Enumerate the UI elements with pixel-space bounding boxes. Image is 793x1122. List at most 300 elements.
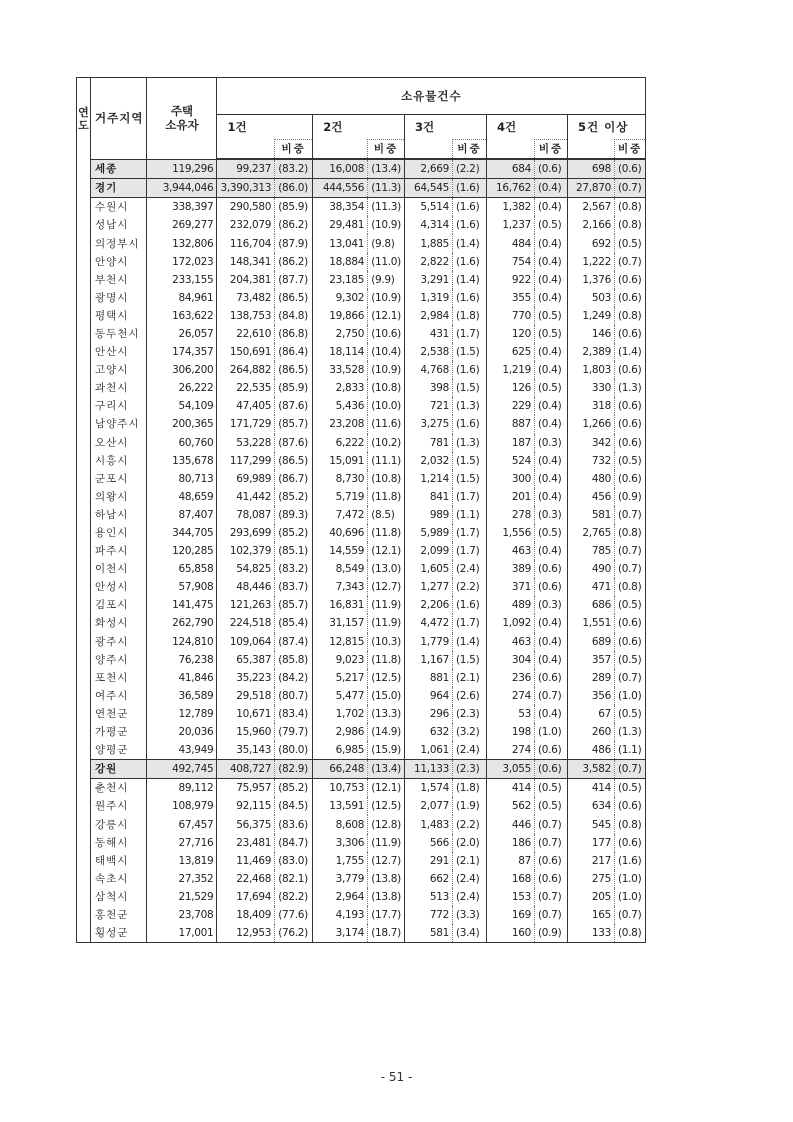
share-2-cell: (11.1)	[368, 452, 405, 470]
count-1-cell: 204,381	[229, 273, 272, 286]
share-3-cell: (1.5)	[452, 452, 486, 470]
share-2-header: 비중	[368, 140, 405, 160]
owners-cell: 67,457	[147, 815, 217, 833]
share-5plus-cell: (0.7)	[614, 253, 645, 271]
share-4-cell: (0.7)	[534, 834, 567, 852]
count-1-cell: 78,087	[236, 508, 272, 521]
share-3-cell: (1.6)	[452, 198, 486, 217]
year-cell	[77, 815, 91, 833]
share-2-cell: (14.9)	[368, 723, 405, 741]
year-cell	[77, 834, 91, 852]
count-3-cell: 1,574	[420, 782, 449, 795]
count-3-cell: 1,483	[420, 818, 449, 831]
count-4-cell: 446	[511, 818, 531, 831]
count-3-cell: 296	[429, 707, 449, 720]
table-row	[77, 452, 646, 470]
share-3-header: 비중	[452, 140, 486, 160]
region-cell: 삼척시	[91, 888, 147, 906]
count-2-cell: 4,193	[335, 908, 365, 921]
region-cell: 군포시	[91, 470, 147, 488]
year-cell	[77, 325, 91, 343]
count-1-cell: 109,064	[229, 635, 272, 648]
share-5plus-cell: (0.6)	[614, 361, 645, 379]
count-4-cell: 278	[511, 508, 531, 521]
count-4-cell: 1,092	[502, 617, 531, 630]
count-5plus-cell: 692	[591, 237, 611, 250]
year-cell	[77, 361, 91, 379]
region-cell: 파주시	[91, 542, 147, 560]
count-4-cell: 236	[511, 671, 531, 684]
owners-cell: 41,846	[147, 669, 217, 687]
owners-cell: 23,708	[147, 906, 217, 924]
share-4-cell: (0.4)	[534, 705, 567, 723]
owners-cell: 80,713	[147, 470, 217, 488]
region-cell: 광명시	[91, 289, 147, 307]
share-3-cell: (1.5)	[452, 343, 486, 361]
share-1-cell: (83.2)	[275, 560, 313, 578]
share-5plus-cell: (0.8)	[614, 524, 645, 542]
year-cell	[77, 198, 91, 217]
share-2-cell: (17.7)	[368, 906, 405, 924]
share-5plus-cell: (1.3)	[614, 379, 645, 397]
share-4-cell: (0.4)	[534, 470, 567, 488]
count-4-cell: 186	[511, 836, 531, 849]
count-4-cell: 53	[518, 707, 531, 720]
count-3-cell: 3,275	[420, 418, 449, 431]
count-2-cell: 18,884	[329, 255, 365, 268]
year-cell	[77, 159, 91, 179]
count-4-cell: 198	[511, 726, 531, 739]
count-1-cell: 35,143	[236, 744, 272, 757]
owners-cell: 135,678	[147, 452, 217, 470]
year-cell	[77, 289, 91, 307]
count-1-cell: 121,263	[229, 599, 272, 612]
share-1-cell: (86.5)	[275, 361, 313, 379]
count-5plus-cell: 490	[591, 563, 611, 576]
share-1-cell: (83.0)	[275, 852, 313, 870]
share-2-cell: (12.1)	[368, 779, 405, 798]
region-header: 거주지역	[91, 78, 147, 160]
table-row	[77, 924, 646, 943]
count-4-blank	[486, 140, 534, 160]
share-3-cell: (1.4)	[452, 633, 486, 651]
year-cell	[77, 760, 91, 779]
table-row	[77, 596, 646, 614]
owners-cell: 119,296	[147, 159, 217, 179]
count-5plus-cell: 3,582	[567, 760, 614, 779]
share-2-cell: (10.9)	[368, 361, 405, 379]
share-4-cell: (0.6)	[534, 870, 567, 888]
region-cell: 광주시	[91, 633, 147, 651]
share-4-cell: (0.4)	[534, 271, 567, 289]
share-1-cell: (86.2)	[275, 216, 313, 234]
count-4-cell: 153	[511, 890, 531, 903]
table-body	[77, 159, 646, 943]
count-4-cell: 1,556	[502, 527, 531, 540]
table-row	[77, 669, 646, 687]
count-1-cell: 171,729	[229, 418, 272, 431]
housing-ownership-table	[76, 77, 646, 943]
count-3-cell: 1,061	[420, 744, 449, 757]
count-2-cell: 6,985	[335, 744, 365, 757]
region-cell: 오산시	[91, 434, 147, 452]
share-1-cell: (82.2)	[275, 888, 313, 906]
count-5plus-cell: 133	[567, 924, 614, 943]
share-4-cell: (0.4)	[534, 633, 567, 651]
count-5plus-cell: 456	[591, 490, 611, 503]
share-2-cell: (11.9)	[368, 596, 405, 614]
table-row	[77, 506, 646, 524]
table-row	[77, 234, 646, 252]
count-1-cell: 3,390,313	[217, 179, 275, 198]
share-3-cell: (1.7)	[452, 614, 486, 632]
year-cell	[77, 779, 91, 798]
count-5plus-cell: 480	[591, 472, 611, 485]
share-5plus-cell: (0.6)	[614, 434, 645, 452]
count-1-cell: 224,518	[229, 617, 272, 630]
share-2-cell: (13.4)	[368, 159, 405, 179]
share-4-cell: (0.7)	[534, 815, 567, 833]
year-header: 연도	[77, 78, 91, 160]
share-3-cell: (1.7)	[452, 542, 486, 560]
share-1-cell: (87.9)	[275, 234, 313, 252]
count-2-cell: 16,831	[329, 599, 365, 612]
share-1-cell: (79.7)	[275, 723, 313, 741]
owners-cell: 141,475	[147, 596, 217, 614]
count-1-cell: 148,341	[229, 255, 272, 268]
region-cell: 태백시	[91, 852, 147, 870]
table-row	[77, 578, 646, 596]
region-cell: 세종	[91, 159, 147, 179]
region-cell: 양평군	[91, 741, 147, 760]
count-2-cell: 5,217	[335, 671, 365, 684]
count-5plus-cell: 1,551	[582, 617, 611, 630]
count-5plus-cell: 260	[591, 726, 611, 739]
share-5plus-cell: (0.6)	[614, 415, 645, 433]
share-1-cell: (86.0)	[275, 179, 313, 198]
share-2-cell: (13.0)	[368, 560, 405, 578]
table-row	[77, 815, 646, 833]
share-5plus-cell: (0.6)	[614, 797, 645, 815]
count-3-cell: 1,319	[420, 291, 449, 304]
count-2-cell: 29,481	[329, 219, 365, 232]
share-5plus-cell: (1.1)	[614, 741, 645, 760]
count-2-cell: 8,608	[335, 818, 365, 831]
year-cell	[77, 906, 91, 924]
year-cell	[77, 633, 91, 651]
share-3-cell: (1.6)	[452, 179, 486, 198]
year-cell	[77, 488, 91, 506]
share-2-cell: (11.9)	[368, 834, 405, 852]
share-5plus-cell: (0.7)	[614, 760, 645, 779]
owners-header	[147, 78, 217, 160]
share-2-cell: (10.6)	[368, 325, 405, 343]
share-4-cell: (0.4)	[534, 179, 567, 198]
region-cell: 동두천시	[91, 325, 147, 343]
share-4-cell: (0.5)	[534, 779, 567, 798]
year-cell	[77, 924, 91, 943]
owners-cell: 174,357	[147, 343, 217, 361]
share-1-cell: (87.6)	[275, 397, 313, 415]
count-4-cell: 414	[511, 782, 531, 795]
count-5plus-header: 5건 이상	[567, 115, 645, 140]
count-1-cell: 53,228	[236, 436, 272, 449]
region-cell: 과천시	[91, 379, 147, 397]
share-1-cell: (85.8)	[275, 651, 313, 669]
region-cell: 속초시	[91, 870, 147, 888]
share-2-cell: (12.5)	[368, 669, 405, 687]
count-1-cell: 22,535	[236, 382, 272, 395]
table-row	[77, 633, 646, 651]
table-row	[77, 343, 646, 361]
share-4-cell: (0.5)	[534, 325, 567, 343]
count-2-cell: 19,866	[329, 309, 365, 322]
count-4-cell: 463	[511, 545, 531, 558]
share-2-cell: (13.8)	[368, 870, 405, 888]
share-3-cell: (1.4)	[452, 271, 486, 289]
share-2-cell: (13.8)	[368, 888, 405, 906]
owners-cell: 233,155	[147, 271, 217, 289]
count-1-cell: 150,691	[229, 346, 272, 359]
share-2-cell: (12.1)	[368, 307, 405, 325]
region-cell: 강원	[91, 760, 147, 779]
share-4-cell: (0.7)	[534, 888, 567, 906]
region-cell: 부천시	[91, 271, 147, 289]
count-5plus-cell: 2,389	[582, 346, 611, 359]
share-2-cell: (9.8)	[368, 234, 405, 252]
count-3-cell: 2,669	[404, 159, 452, 179]
owners-cell: 269,277	[147, 216, 217, 234]
share-1-cell: (85.9)	[275, 379, 313, 397]
count-1-cell: 56,375	[236, 818, 272, 831]
region-cell: 김포시	[91, 596, 147, 614]
count-3-cell: 2,206	[420, 599, 449, 612]
table-row	[77, 397, 646, 415]
count-1-cell: 65,387	[236, 653, 272, 666]
count-2-cell: 10,753	[329, 782, 365, 795]
share-3-cell: (2.2)	[452, 815, 486, 833]
count-5plus-cell: 1,376	[582, 273, 611, 286]
count-4-cell: 389	[511, 563, 531, 576]
share-1-cell: (82.1)	[275, 870, 313, 888]
year-cell	[77, 452, 91, 470]
share-3-cell: (3.2)	[452, 723, 486, 741]
count-3-cell: 2,538	[420, 346, 449, 359]
share-2-cell: (12.7)	[368, 852, 405, 870]
share-4-cell: (0.5)	[534, 307, 567, 325]
count-3-cell: 841	[429, 490, 449, 503]
share-5plus-cell: (0.5)	[614, 651, 645, 669]
count-3-cell: 1,605	[420, 563, 449, 576]
count-1-cell: 17,694	[236, 890, 272, 903]
count-2-cell: 9,302	[335, 291, 365, 304]
count-1-cell: 73,482	[236, 291, 272, 304]
header-row-1	[77, 78, 646, 115]
count-4-cell: 160	[486, 924, 534, 943]
table-row	[77, 198, 646, 217]
count-5plus-cell: 581	[591, 508, 611, 521]
count-5plus-cell: 503	[591, 291, 611, 304]
year-cell	[77, 343, 91, 361]
share-1-cell: (86.5)	[275, 452, 313, 470]
owners-cell: 20,036	[147, 723, 217, 741]
count-2-cell: 38,354	[329, 201, 365, 214]
year-cell	[77, 651, 91, 669]
share-4-cell: (0.4)	[534, 488, 567, 506]
count-1-cell: 116,704	[229, 237, 272, 250]
share-3-cell: (1.4)	[452, 234, 486, 252]
count-5plus-cell: 342	[591, 436, 611, 449]
table-row	[77, 271, 646, 289]
count-5plus-cell: 205	[591, 890, 611, 903]
count-2-cell: 1,755	[335, 854, 365, 867]
region-cell: 의정부시	[91, 234, 147, 252]
count-1-cell: 102,379	[229, 545, 272, 558]
count-4-cell: 887	[511, 418, 531, 431]
count-5plus-cell: 67	[598, 707, 611, 720]
count-5plus-cell: 289	[591, 671, 611, 684]
owners-cell: 87,407	[147, 506, 217, 524]
year-cell	[77, 397, 91, 415]
table-row	[77, 524, 646, 542]
share-5plus-cell: (0.6)	[614, 614, 645, 632]
share-4-cell: (0.4)	[534, 452, 567, 470]
share-5plus-cell: (0.5)	[614, 705, 645, 723]
count-2-cell: 16,008	[313, 159, 368, 179]
share-1-cell: (85.9)	[275, 198, 313, 217]
region-cell: 횡성군	[91, 924, 147, 943]
year-cell	[77, 596, 91, 614]
count-3-cell: 989	[429, 508, 449, 521]
count-5plus-cell: 146	[591, 327, 611, 340]
share-3-cell: (1.9)	[452, 797, 486, 815]
share-2-cell: (12.5)	[368, 797, 405, 815]
count-1-cell: 10,671	[236, 707, 272, 720]
count-5plus-cell: 356	[591, 689, 611, 702]
share-2-cell: (15.9)	[368, 741, 405, 760]
count-1-cell: 23,481	[236, 836, 272, 849]
share-2-cell: (18.7)	[368, 924, 405, 943]
count-5plus-cell: 1,249	[582, 309, 611, 322]
share-2-cell: (8.5)	[368, 506, 405, 524]
count-4-cell: 169	[511, 908, 531, 921]
table-row	[77, 705, 646, 723]
share-5plus-cell: (0.5)	[614, 779, 645, 798]
count-1-cell: 11,469	[236, 854, 272, 867]
owners-cell: 132,806	[147, 234, 217, 252]
share-3-cell: (1.5)	[452, 651, 486, 669]
share-5plus-cell: (0.7)	[614, 669, 645, 687]
share-2-cell: (11.9)	[368, 614, 405, 632]
count-3-cell: 4,472	[420, 617, 449, 630]
count-5plus-cell: 698	[567, 159, 614, 179]
share-2-cell: (12.7)	[368, 578, 405, 596]
share-5plus-cell: (0.7)	[614, 560, 645, 578]
share-3-cell: (2.2)	[452, 159, 486, 179]
count-2-cell: 13,591	[329, 800, 365, 813]
share-5plus-cell: (0.5)	[614, 596, 645, 614]
table-row	[77, 723, 646, 741]
count-3-cell: 632	[429, 726, 449, 739]
count-5plus-cell: 2,567	[582, 201, 611, 214]
count-1-cell: 18,409	[236, 908, 272, 921]
year-cell	[77, 578, 91, 596]
table-row	[77, 415, 646, 433]
share-2-cell: (10.9)	[368, 216, 405, 234]
count-2-cell: 12,815	[329, 635, 365, 648]
count-2-cell: 3,306	[335, 836, 365, 849]
share-3-cell: (2.2)	[452, 578, 486, 596]
year-cell	[77, 614, 91, 632]
table-row	[77, 434, 646, 452]
count-1-cell: 92,115	[236, 800, 272, 813]
share-4-cell: (0.4)	[534, 361, 567, 379]
share-2-cell: (15.0)	[368, 687, 405, 705]
share-3-cell: (2.6)	[452, 687, 486, 705]
count-2-cell: 14,559	[329, 545, 365, 558]
share-1-cell: (85.1)	[275, 542, 313, 560]
year-cell	[77, 506, 91, 524]
count-5plus-cell: 1,803	[582, 364, 611, 377]
share-4-cell: (0.5)	[534, 216, 567, 234]
count-3-cell: 431	[429, 327, 449, 340]
count-5plus-cell: 165	[591, 908, 611, 921]
table-row	[77, 488, 646, 506]
count-4-cell: 201	[511, 490, 531, 503]
year-cell	[77, 307, 91, 325]
share-2-cell: (11.8)	[368, 524, 405, 542]
year-cell	[77, 888, 91, 906]
share-2-cell: (10.0)	[368, 397, 405, 415]
share-5plus-cell: (0.5)	[614, 234, 645, 252]
share-1-cell: (80.7)	[275, 687, 313, 705]
share-4-cell: (0.7)	[534, 687, 567, 705]
share-4-cell: (0.4)	[534, 289, 567, 307]
table-row	[77, 253, 646, 271]
region-cell: 화성시	[91, 614, 147, 632]
count-4-cell: 463	[511, 635, 531, 648]
year-cell	[77, 179, 91, 198]
owners-cell: 65,858	[147, 560, 217, 578]
share-2-cell: (10.3)	[368, 633, 405, 651]
share-2-cell: (11.6)	[368, 415, 405, 433]
count-5plus-cell: 689	[591, 635, 611, 648]
count-3-cell: 964	[429, 689, 449, 702]
table-row	[77, 325, 646, 343]
share-1-cell: (84.5)	[275, 797, 313, 815]
share-2-cell: (11.3)	[368, 179, 405, 198]
share-2-cell: (9.9)	[368, 271, 405, 289]
share-3-cell: (2.1)	[452, 669, 486, 687]
count-3-blank	[404, 140, 452, 160]
count-4-cell: 1,219	[502, 364, 531, 377]
count-4-cell: 770	[511, 309, 531, 322]
share-1-cell: (86.4)	[275, 343, 313, 361]
count-1-cell: 408,727	[217, 760, 275, 779]
share-1-cell: (87.7)	[275, 271, 313, 289]
count-2-cell: 7,343	[335, 581, 365, 594]
share-5plus-cell: (0.6)	[614, 633, 645, 651]
count-3-cell: 5,514	[420, 201, 449, 214]
count-3-cell: 566	[429, 836, 449, 849]
table-row	[77, 289, 646, 307]
share-1-cell: (85.7)	[275, 415, 313, 433]
share-4-cell: (0.4)	[534, 253, 567, 271]
owners-cell: 48,659	[147, 488, 217, 506]
count-4-cell: 168	[511, 872, 531, 885]
count-2-cell: 5,477	[335, 689, 365, 702]
count-2-cell: 2,986	[335, 726, 365, 739]
